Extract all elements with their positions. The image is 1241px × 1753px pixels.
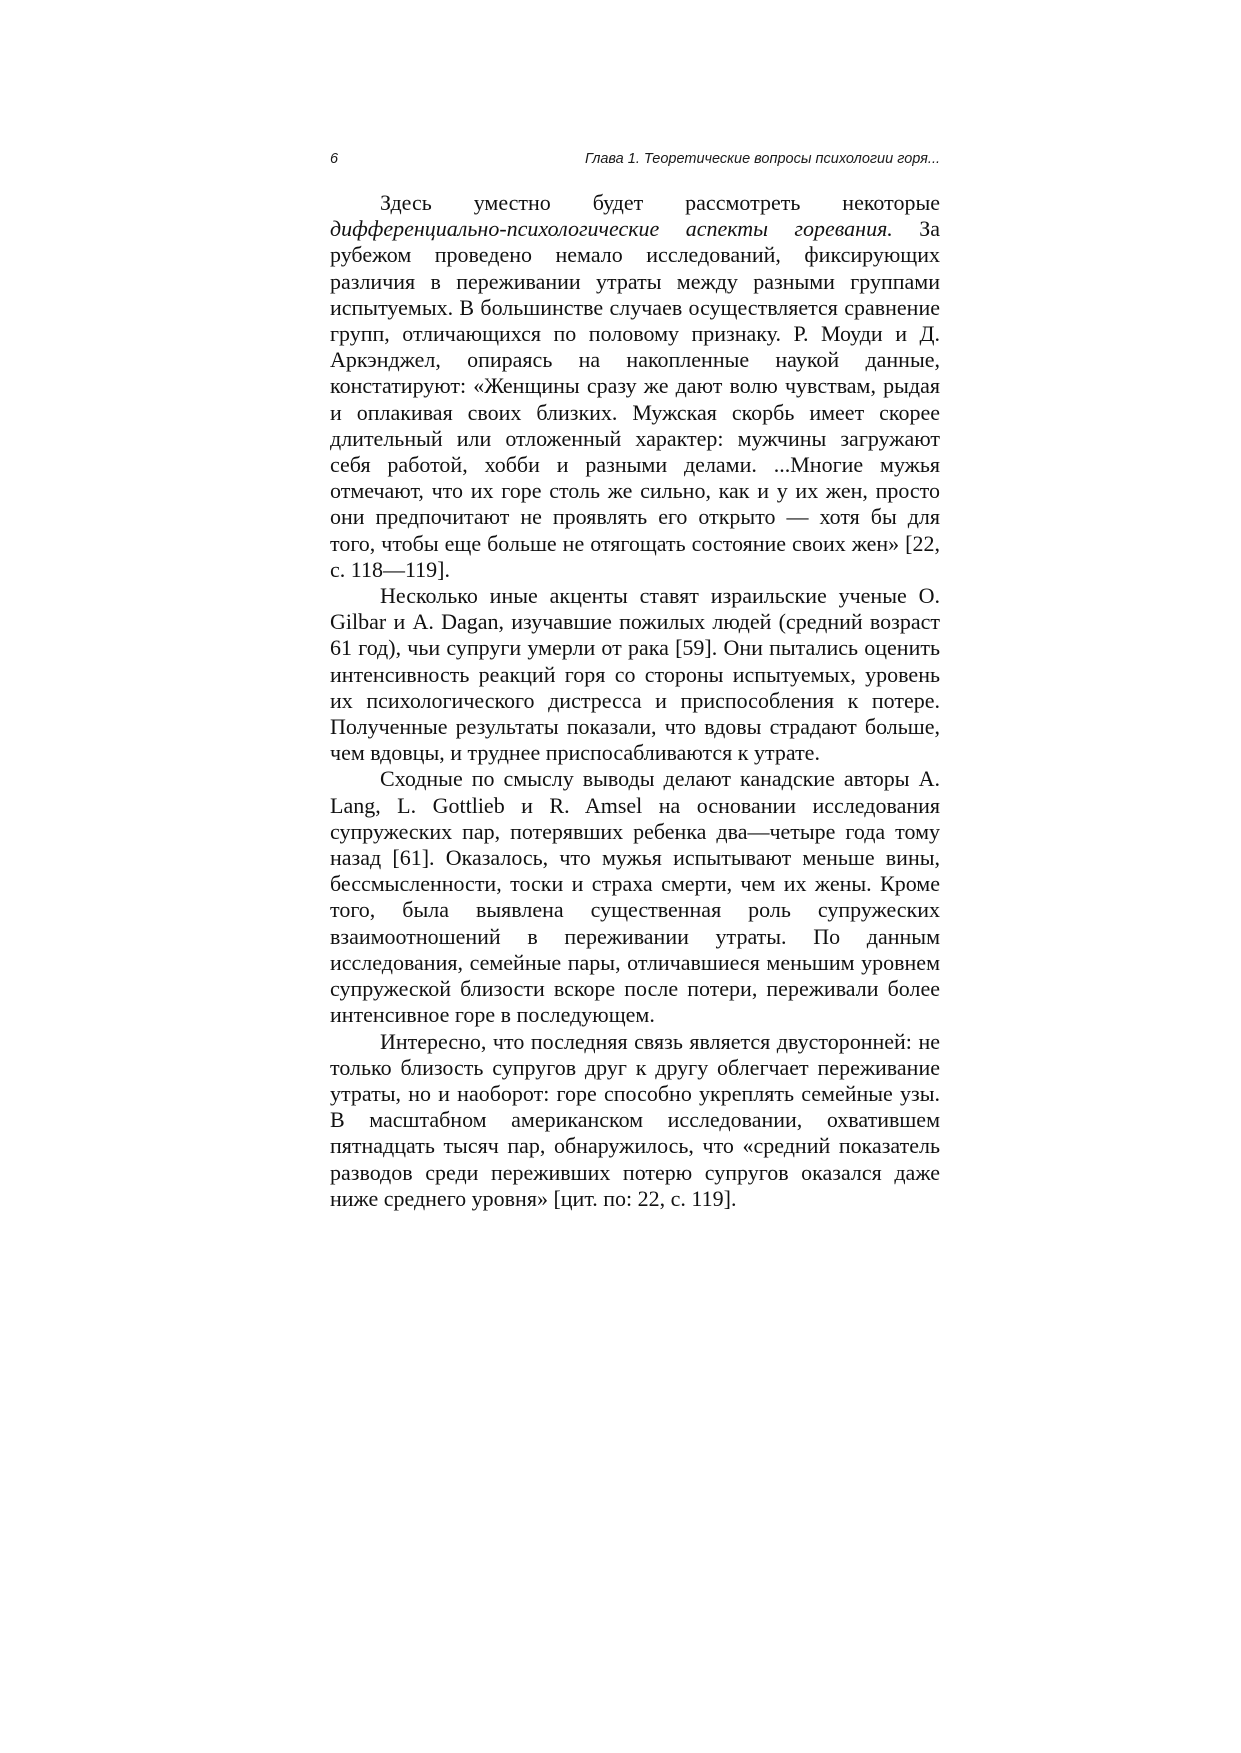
body-text — [330, 190, 940, 1212]
paragraph-2: Несколько иные акценты ставят израильские ученые O. Gilbar и A. Dagan, изучавшие пожилых людей (средний возраст 61 год), чьи супруги умерли от рака [59]. Они пытались оценить интенсивность реакций горя со стороны испытуемых, уровень их психологического дистресса и приспособления к потере. Полученные результаты показали, что вдовы страдают больше, чем вдовцы, и труднее приспосабливаются к утрате. — [330, 583, 940, 766]
paragraph-3: Сходные по смыслу выводы делают канадские авторы A. Lang, L. Gottlieb и R. Amsel на основании исследования супружеских пар, потерявших ребенка два—четыре года тому назад [61]. Оказалось, что мужья испытывают меньше вины, бессмысленности, тоски и страха смерти, чем их жены. Кроме того, была выявлена существенная роль супружеских взаимоотношений в переживании утраты. По данным исследования, семейные пары, отличавшиеся меньшим уровнем супружеской близости вскоре после потери, переживали более интенсивное горе в последующем. — [330, 766, 940, 1028]
paragraph-1-rest: За рубежом проведено немало исследований, фиксирующих различия в переживании утраты между разными группами испытуемых. В большинстве случаев осуществляется сравнение групп, отличающихся по половому признаку. Р. Моуди и Д. Аркэнджел, опираясь на накопленные наукой данные, констатируют: «Женщины сразу же дают волю чувствам, рыдая и оплакивая своих близких. Мужская скорбь имеет скорее длительный или отложенный характер: мужчины загружают себя работой, хобби и разными делами. ...Многие мужья отмечают, что их горе столь же сильно, как и у их жен, просто они предпочитают не проявлять его открыто — хотя бы для того, чтобы еще больше не отягощать состояние своих жен» [22, с. 118—119]. — [330, 216, 940, 582]
chapter-title: Глава 1. Теоретические вопросы психологии горя... — [584, 151, 940, 167]
paragraph-1 — [330, 190, 940, 583]
paragraph-4: Интересно, что последняя связь является двусторонней: не только близость супругов друг к другу облегчает переживание утраты, но и наоборот: горе способно укреплять семейные узы. В масштабном американском исследовании, охватившем пятнадцать тысяч пар, обнаружилось, что «средний показатель разводов среди переживших потерю супругов оказался даже ниже среднего уровня» [цит. по: 22, с. 119]. — [330, 1028, 940, 1211]
page-number: 6 — [330, 151, 339, 167]
paragraph-1-emphasis: дифференциально-психологические аспекты горевания. — [330, 216, 893, 242]
paragraph-1-lead: Здесь уместно будет рассмотреть некоторые — [380, 190, 940, 215]
running-header — [330, 151, 940, 175]
